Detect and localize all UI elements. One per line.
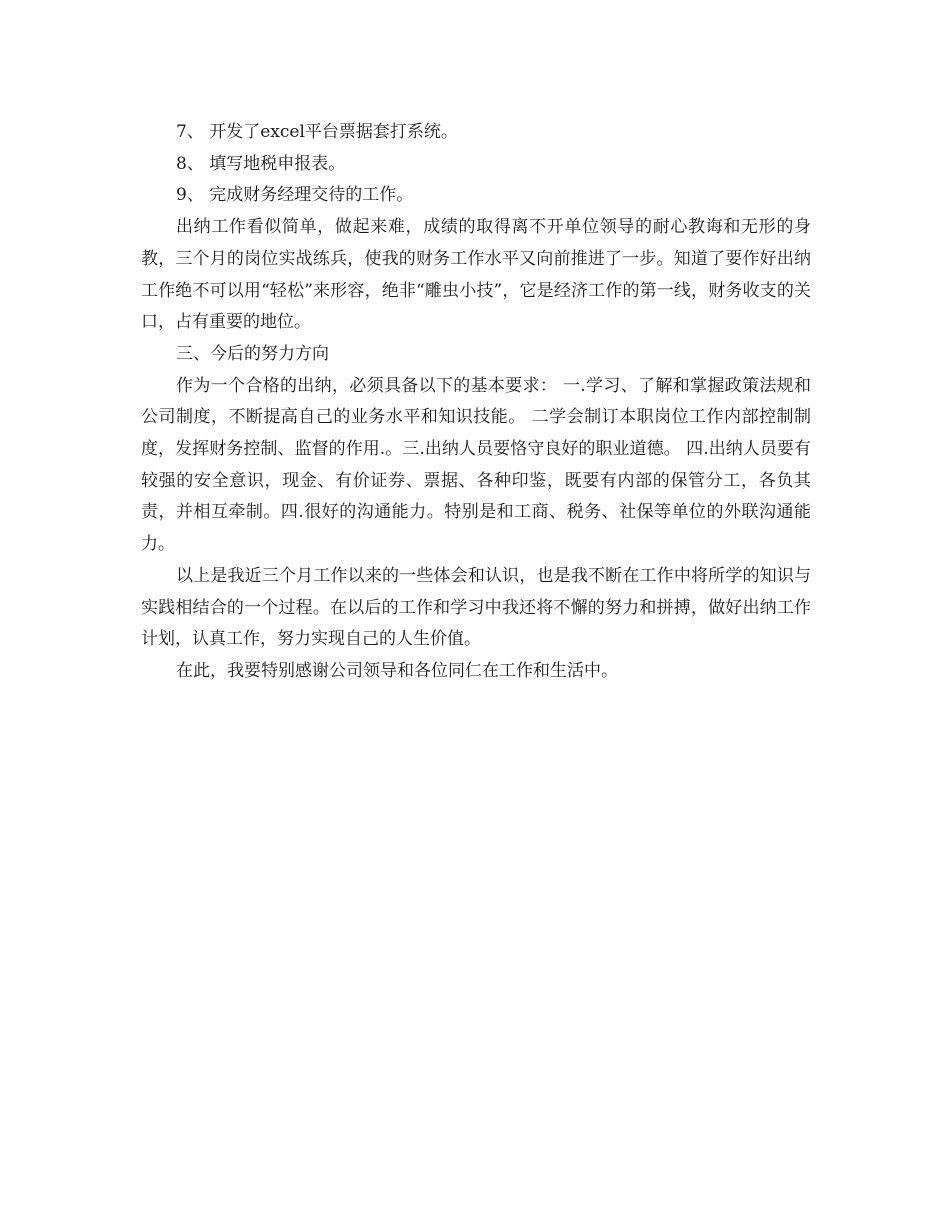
list-item-8: 8、 填写地税申报表。 xyxy=(176,153,346,174)
paragraph-conclusion: 以上是我近三个月工作以来的一些体会和认识，也是我不断在工作中将所学的知识与实践相结合的一个过程。在以后的工作和学习中我还将不懈的努力和拼搏，做好出纳工作计划，认真工作，努力实现自己的人生价值。 xyxy=(141,565,811,650)
paragraph-requirements: 作为一个合格的出纳，必须具备以下的基本要求： 一.学习、了解和掌握政策法规和公司制度，不断提高自己的业务水平和知识技能。 二学会制订本职岗位工作内部控制制度，发挥财务控制、监督的作用.。三.出纳人员要恪守良好的职业道德。 四.出纳人员要有较强的安全意识，现金、有价证券、票据、各种印鉴，既要有内部的保管分工，各负其责，并相互牵制。四.很好的沟通能力。特别是和工商、税务、社保等单位的外联沟通能力。 xyxy=(141,375,811,555)
section-heading: 三、今后的努力方向 xyxy=(176,343,329,364)
list-item-9: 9、 完成财务经理交待的工作。 xyxy=(176,185,414,206)
document-body xyxy=(141,117,811,688)
paragraph-summary: 出纳工作看似简单，做起来难，成绩的取得离不开单位领导的耐心教诲和无形的身教，三个月的岗位实战练兵，使我的财务工作水平又向前推进了一步。知道了要作好出纳工作绝不可以用“轻松”来形容，绝非“雕虫小技”，它是经济工作的第一线，财务收支的关口，占有重要的地位。 xyxy=(141,217,811,333)
paragraph-thanks: 在此，我要特别感谢公司领导和各位同仁在工作和生活中。 xyxy=(176,660,618,681)
list-item-7: 7、 开发了excel平台票据套打系统。 xyxy=(176,122,458,142)
